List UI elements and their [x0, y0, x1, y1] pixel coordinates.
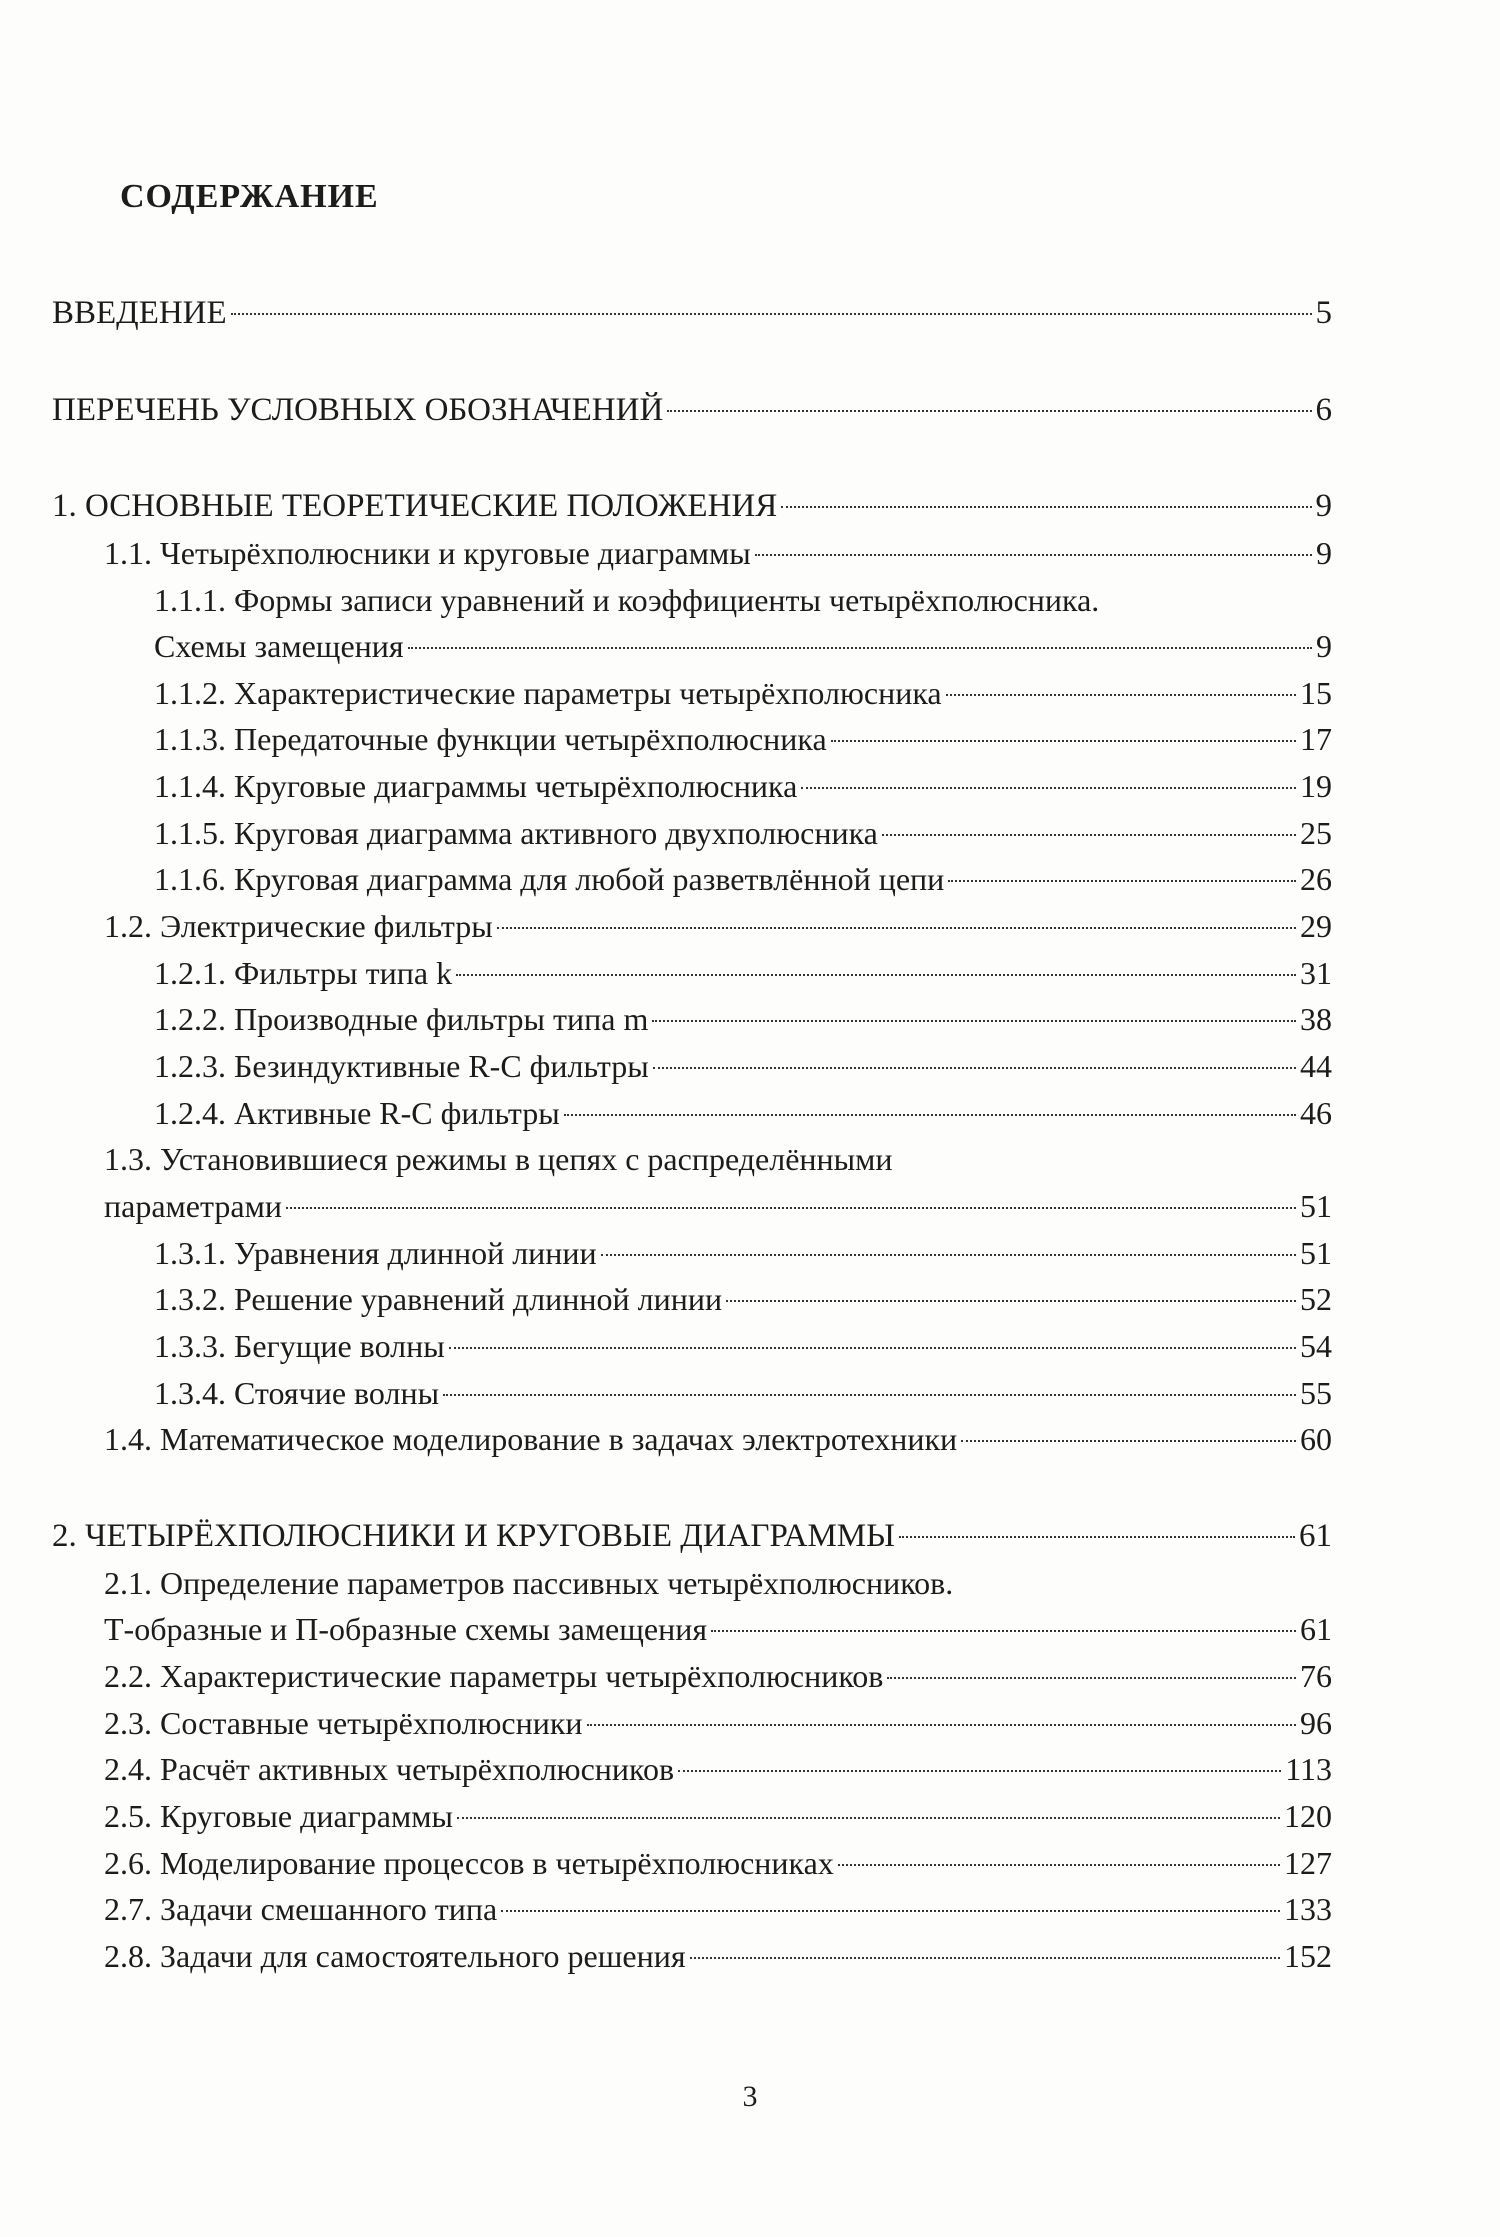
toc-entry-title: ПЕРЕЧЕНЬ УСЛОВНЫХ ОБОЗНАЧЕНИЙ — [52, 392, 664, 428]
leader-dots — [652, 1020, 1296, 1022]
leader-dots — [961, 1440, 1296, 1442]
toc-entry-1-1-4 — [0, 763, 1332, 809]
leader-dots — [838, 1864, 1280, 1866]
leader-dots — [497, 927, 1296, 929]
leader-dots — [690, 1957, 1280, 1959]
leader-dots — [601, 1254, 1296, 1256]
toc-entry-1-3-line1: 1.3. Установившиеся режимы в цепях с распределёнными — [104, 1141, 893, 1177]
leader-dots — [678, 1770, 1281, 1772]
toc-entry-page: 152 — [1284, 1938, 1332, 1974]
toc-entry-page: 52 — [1300, 1281, 1332, 1317]
toc-entry-title: ВВЕДЕНИЕ — [52, 295, 227, 331]
toc-entry-2-5 — [0, 1793, 1332, 1839]
leader-dots — [711, 1630, 1296, 1632]
toc-entry-page: 9 — [1316, 535, 1332, 571]
toc-entry-2-8 — [0, 1933, 1332, 1979]
toc-entry-1-1-5 — [0, 810, 1332, 856]
leader-dots — [449, 1347, 1296, 1349]
toc-entry-title: 1.1. Четырёхполюсники и круговые диаграммы — [104, 535, 751, 571]
toc-entry-1-3-1 — [0, 1230, 1332, 1276]
toc-entry-chapter-2 — [0, 1513, 1332, 1559]
toc-entry-title: 1.4. Математическое моделирование в задачах электротехники — [104, 1421, 958, 1457]
toc-entry-title: 1.2.1. Фильтры типа k — [154, 955, 453, 991]
toc-entry-page: 44 — [1300, 1048, 1332, 1084]
toc-entry-1-2 — [0, 903, 1332, 949]
leader-dots — [801, 787, 1296, 789]
toc-entry-title: 2.2. Характеристические параметры четырёхполюсников — [104, 1658, 884, 1694]
toc-entry-1-1-1-line1: 1.1.1. Формы записи уравнений и коэффициенты четырёхполюсника. — [154, 582, 1100, 618]
toc-entry-page: 51 — [1300, 1188, 1332, 1224]
leader-dots — [887, 1677, 1296, 1679]
toc-entry-title: 1.2.3. Безиндуктивные R-C фильтры — [154, 1048, 649, 1084]
leader-dots — [781, 506, 1311, 508]
toc-entry-1-1-6 — [0, 856, 1332, 902]
toc-entry-page: 133 — [1284, 1891, 1332, 1927]
toc-entry-title: 1. ОСНОВНЫЕ ТЕОРЕТИЧЕСКИЕ ПОЛОЖЕНИЯ — [52, 488, 778, 524]
toc-entry-page: 54 — [1300, 1328, 1332, 1364]
toc-entry-page: 61 — [1300, 1611, 1332, 1647]
toc-entry-2-7 — [0, 1886, 1332, 1932]
toc-entry-page: 76 — [1300, 1658, 1332, 1694]
toc-entry-page: 29 — [1300, 908, 1332, 944]
toc-entry-1-1-2 — [0, 670, 1332, 716]
toc-entry-title: 1.2.4. Активные R-C фильтры — [154, 1095, 560, 1131]
toc-entry-page: 15 — [1300, 675, 1332, 711]
toc-entry-title: Схемы замещения — [154, 628, 404, 664]
leader-dots — [667, 410, 1311, 412]
toc-entry-page: 61 — [1299, 1518, 1332, 1554]
leader-dots — [948, 880, 1296, 882]
leader-dots — [443, 1394, 1296, 1396]
toc-entry-1-4 — [0, 1416, 1332, 1462]
toc-entry-title: 1.1.3. Передаточные функции четырёхполюсника — [154, 721, 827, 757]
toc-entry-title: 1.1.5. Круговая диаграмма активного двухполюсника — [154, 815, 878, 851]
leader-dots — [286, 1207, 1296, 1209]
leader-dots — [946, 694, 1296, 696]
toc-entry-title: 1.3.3. Бегущие волны — [154, 1328, 445, 1364]
toc-entry-1-2-3 — [0, 1043, 1332, 1089]
leader-dots — [457, 1817, 1280, 1819]
toc-entry-introduction — [0, 290, 1332, 336]
toc-entry-page: 55 — [1300, 1375, 1332, 1411]
toc-heading: СОДЕРЖАНИЕ — [120, 178, 379, 215]
toc-entry-page: 31 — [1300, 955, 1332, 991]
toc-entry-page: 6 — [1315, 392, 1332, 428]
toc-entry-title: Т-образные и П-образные схемы замещения — [104, 1611, 708, 1647]
toc-entry-1-2-2 — [0, 996, 1332, 1042]
toc-entry-title: 2.4. Расчёт активных четырёхполюсников — [104, 1751, 675, 1787]
toc-entry-title: 1.1.2. Характеристические параметры четырёхполюсника — [154, 675, 942, 711]
toc-entry-1-3-4 — [0, 1370, 1332, 1416]
leader-dots — [653, 1067, 1296, 1069]
toc-entry-2-1 — [0, 1606, 1332, 1652]
leader-dots — [899, 1536, 1295, 1538]
leader-dots — [408, 647, 1312, 649]
toc-entry-title: 1.1.4. Круговые диаграммы четырёхполюсника — [154, 768, 798, 804]
toc-entry-title: 2.6. Моделирование процессов в четырёхполюсниках — [104, 1845, 834, 1881]
toc-entry-page: 96 — [1300, 1705, 1332, 1741]
toc-entry-page: 25 — [1300, 815, 1332, 851]
toc-entry-page: 17 — [1300, 721, 1332, 757]
toc-entry-page: 26 — [1300, 861, 1332, 897]
toc-entry-title: 2. ЧЕТЫРЁХПОЛЮСНИКИ И КРУГОВЫЕ ДИАГРАММЫ — [52, 1518, 895, 1554]
toc-entry-1-1-1 — [0, 623, 1332, 669]
toc-entry-page: 19 — [1300, 768, 1332, 804]
toc-entry-2-1-line1: 2.1. Определение параметров пассивных четырёхполюсников. — [104, 1565, 954, 1601]
toc-entry-1-3-2 — [0, 1276, 1332, 1322]
toc-entry-title: 1.3.1. Уравнения длинной линии — [154, 1235, 597, 1271]
toc-entry-page: 9 — [1316, 628, 1332, 664]
toc-entry-notation — [0, 387, 1332, 433]
toc-entry-1-3-3 — [0, 1323, 1332, 1369]
toc-entry-2-6 — [0, 1840, 1332, 1886]
toc-entry-title: 1.2.2. Производные фильтры типа m — [154, 1001, 649, 1037]
leader-dots — [456, 974, 1296, 976]
toc-entry-page: 127 — [1284, 1845, 1332, 1881]
toc-entry-page: 60 — [1300, 1421, 1332, 1457]
leader-dots — [726, 1300, 1296, 1302]
toc-entry-title: 1.2. Электрические фильтры — [104, 908, 493, 944]
page-number: 3 — [742, 2080, 758, 2113]
toc-entry-title: 2.7. Задачи смешанного типа — [104, 1891, 498, 1927]
toc-entry-page: 5 — [1315, 295, 1332, 331]
toc-entry-2-4 — [0, 1746, 1332, 1792]
toc-entry-chapter-1 — [0, 483, 1332, 529]
toc-entry-page: 46 — [1300, 1095, 1332, 1131]
leader-dots — [564, 1114, 1296, 1116]
toc-entry-1-3 — [0, 1183, 1332, 1229]
leader-dots — [501, 1910, 1280, 1912]
toc-entry-page: 120 — [1284, 1798, 1332, 1834]
leader-dots — [587, 1724, 1296, 1726]
toc-entry-title: параметрами — [104, 1188, 282, 1224]
toc-entry-title: 2.8. Задачи для самостоятельного решения — [104, 1938, 686, 1974]
toc-entry-2-2 — [0, 1653, 1332, 1699]
toc-entry-1-1-3 — [0, 716, 1332, 762]
toc-entry-title: 2.3. Составные четырёхполюсники — [104, 1705, 583, 1741]
toc-entry-1-2-1 — [0, 950, 1332, 996]
toc-entry-page: 38 — [1300, 1001, 1332, 1037]
leader-dots — [882, 834, 1296, 836]
toc-entry-page: 113 — [1285, 1751, 1332, 1787]
toc-entry-1-2-4 — [0, 1090, 1332, 1136]
toc-entry-title: 2.5. Круговые диаграммы — [104, 1798, 453, 1834]
toc-entry-1-1 — [0, 530, 1332, 576]
toc-entry-title: 1.1.6. Круговая диаграмма для любой разветвлённой цепи — [154, 861, 945, 897]
leader-dots — [231, 313, 1312, 315]
leader-dots — [831, 740, 1296, 742]
toc-entry-title: 1.3.4. Стоячие волны — [154, 1375, 440, 1411]
toc-entry-page: 9 — [1315, 488, 1332, 524]
toc-entry-title: 1.3.2. Решение уравнений длинной линии — [154, 1281, 723, 1317]
leader-dots — [755, 554, 1312, 556]
toc-entry-page: 51 — [1300, 1235, 1332, 1271]
toc-entry-2-3 — [0, 1700, 1332, 1746]
